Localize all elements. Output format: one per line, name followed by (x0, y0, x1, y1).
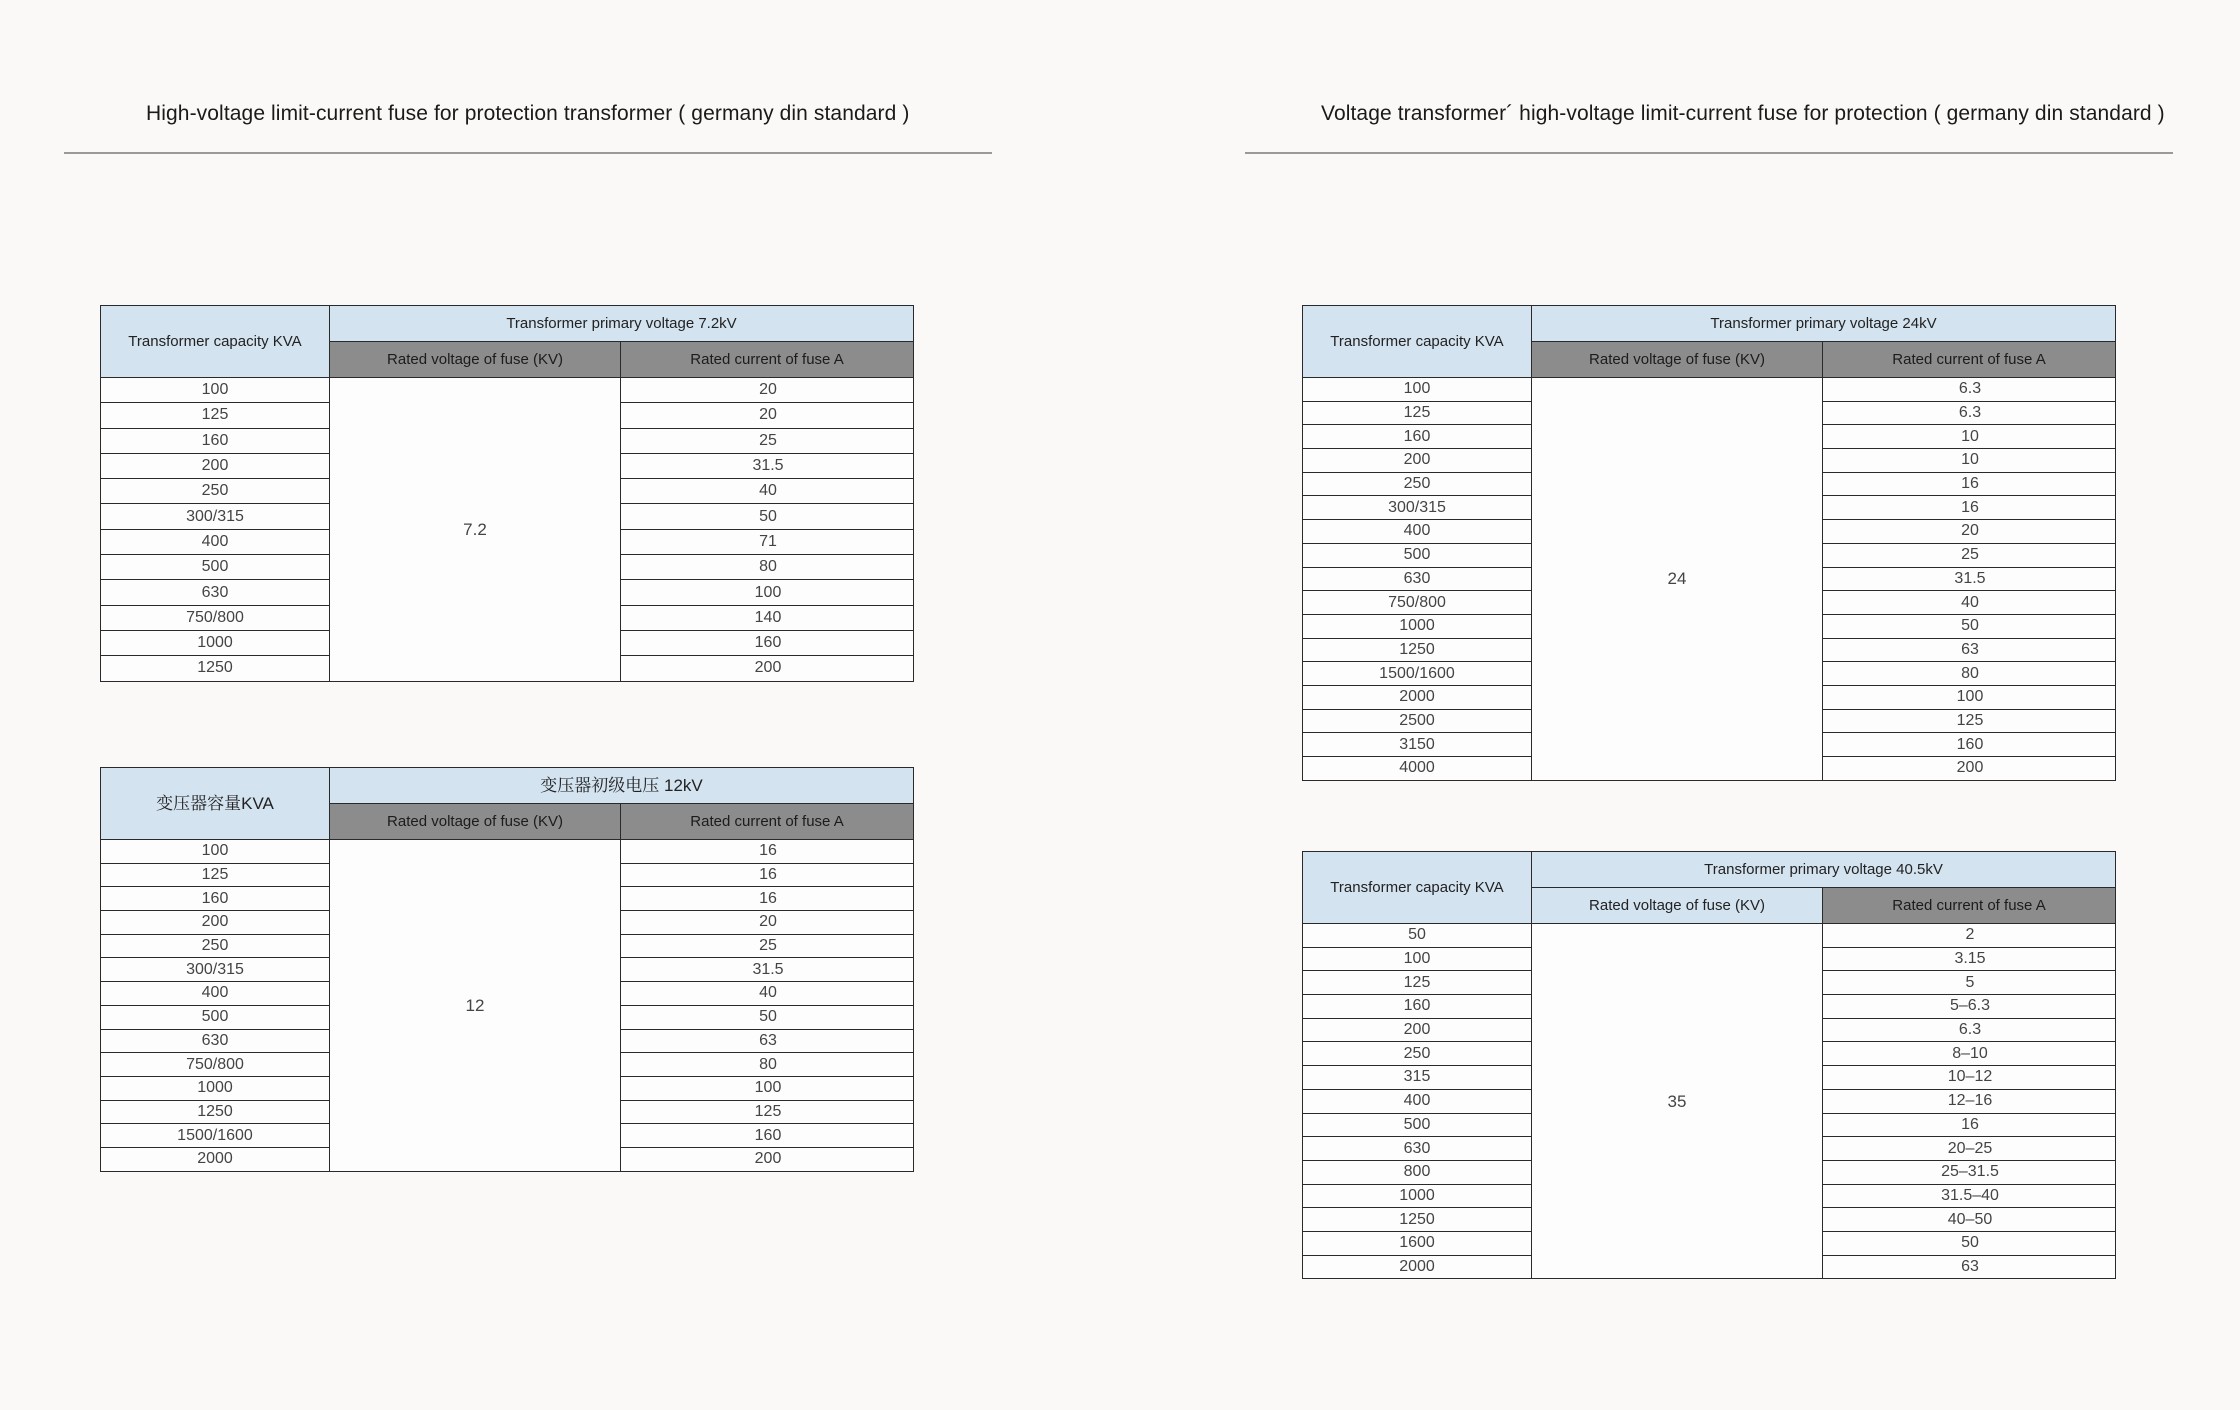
fuse-current-cell: 200 (621, 656, 914, 681)
primary-voltage-header: Transformer primary voltage 24kV (1532, 306, 2116, 342)
fuse-voltage-header: Rated voltage of fuse (KV) (330, 342, 621, 378)
capacity-cell: 250 (101, 934, 330, 958)
capacity-header: Transformer capacity KVA (101, 306, 330, 378)
fuse-current-cell: 25 (621, 934, 914, 958)
fuse-current-header: Rated current of fuse A (621, 342, 914, 378)
fuse-current-cell: 2 (1823, 924, 2116, 948)
left-title-rule (64, 152, 992, 154)
fuse-current-cell: 200 (1823, 757, 2116, 781)
table-row (101, 378, 914, 403)
header-row (1303, 852, 2116, 888)
fuse-current-cell: 16 (621, 840, 914, 864)
fuse-voltage-cell: 7.2 (330, 378, 621, 682)
fuse-current-cell: 16 (1823, 472, 2116, 496)
capacity-cell: 630 (101, 580, 330, 605)
header-row (101, 768, 914, 804)
fuse-current-cell: 71 (621, 529, 914, 554)
capacity-cell: 125 (1303, 401, 1532, 425)
capacity-cell: 1000 (1303, 1184, 1532, 1208)
capacity-cell: 400 (101, 982, 330, 1006)
fuse-current-cell: 100 (621, 1076, 914, 1100)
capacity-cell: 500 (101, 555, 330, 580)
fuse-current-cell: 50 (1823, 614, 2116, 638)
capacity-cell: 630 (101, 1029, 330, 1053)
capacity-cell: 1500/1600 (1303, 662, 1532, 686)
fuse-current-cell: 20 (1823, 520, 2116, 544)
fuse-current-cell: 160 (1823, 733, 2116, 757)
fuse-current-cell: 40 (621, 982, 914, 1006)
capacity-cell: 500 (1303, 1113, 1532, 1137)
fuse-current-cell: 40 (621, 479, 914, 504)
fuse-voltage-header: Rated voltage of fuse (KV) (1532, 888, 1823, 924)
capacity-cell: 160 (1303, 995, 1532, 1019)
capacity-cell: 100 (101, 840, 330, 864)
fuse-current-cell: 6.3 (1823, 378, 2116, 402)
capacity-cell: 1000 (101, 630, 330, 655)
fuse-voltage-cell: 35 (1532, 924, 1823, 1279)
header-row (101, 306, 914, 342)
fuse-voltage-header: Rated voltage of fuse (KV) (1532, 342, 1823, 378)
fuse-current-cell: 5 (1823, 971, 2116, 995)
fuse-current-cell: 80 (621, 555, 914, 580)
fuse-current-cell: 5–6.3 (1823, 995, 2116, 1019)
capacity-cell: 250 (101, 479, 330, 504)
capacity-cell: 750/800 (101, 1053, 330, 1077)
capacity-cell: 630 (1303, 567, 1532, 591)
fuse-current-header: Rated current of fuse A (621, 804, 914, 840)
fuse-current-header: Rated current of fuse A (1823, 888, 2116, 924)
right-page-title: Voltage transformer´ high-voltage limit-current fuse for protection ( germany din standard ) (1321, 102, 2165, 125)
header-row (1303, 306, 2116, 342)
primary-voltage-header: Transformer primary voltage 40.5kV (1532, 852, 2116, 888)
capacity-cell: 400 (1303, 520, 1532, 544)
fuse-current-header: Rated current of fuse A (1823, 342, 2116, 378)
fuse-voltage-cell: 24 (1532, 378, 1823, 781)
fuse-current-cell: 3.15 (1823, 947, 2116, 971)
capacity-cell: 300/315 (1303, 496, 1532, 520)
fuse-current-cell: 20 (621, 378, 914, 403)
capacity-cell: 100 (101, 378, 330, 403)
capacity-cell: 2500 (1303, 709, 1532, 733)
fuse-current-cell: 31.5 (621, 453, 914, 478)
fuse-current-cell: 80 (1823, 662, 2116, 686)
fuse-current-cell: 50 (621, 504, 914, 529)
capacity-cell: 125 (101, 863, 330, 887)
capacity-cell: 2000 (101, 1147, 330, 1171)
capacity-cell: 160 (1303, 425, 1532, 449)
capacity-cell: 630 (1303, 1137, 1532, 1161)
capacity-cell: 1000 (101, 1076, 330, 1100)
fuse-current-cell: 6.3 (1823, 1018, 2116, 1042)
fuse-table-7.2kv (100, 305, 914, 682)
fuse-current-cell: 100 (621, 580, 914, 605)
fuse-current-cell: 16 (1823, 1113, 2116, 1137)
fuse-current-cell: 6.3 (1823, 401, 2116, 425)
fuse-current-cell: 10 (1823, 425, 2116, 449)
fuse-table-40.5kv (1302, 851, 2116, 1279)
capacity-cell: 200 (101, 911, 330, 935)
capacity-cell: 3150 (1303, 733, 1532, 757)
fuse-current-cell: 160 (621, 630, 914, 655)
capacity-cell: 160 (101, 428, 330, 453)
fuse-current-cell: 50 (621, 1005, 914, 1029)
fuse-current-cell: 140 (621, 605, 914, 630)
fuse-current-cell: 125 (1823, 709, 2116, 733)
capacity-cell: 315 (1303, 1066, 1532, 1090)
capacity-cell: 1250 (101, 656, 330, 681)
table-row (101, 840, 914, 864)
fuse-current-cell: 40 (1823, 591, 2116, 615)
capacity-cell: 400 (1303, 1089, 1532, 1113)
fuse-current-cell: 100 (1823, 685, 2116, 709)
capacity-cell: 100 (1303, 947, 1532, 971)
primary-voltage-header: 变压器初级电压 12kV (330, 768, 914, 804)
fuse-current-cell: 25–31.5 (1823, 1160, 2116, 1184)
fuse-current-cell: 16 (621, 863, 914, 887)
fuse-current-cell: 50 (1823, 1231, 2116, 1255)
fuse-voltage-header: Rated voltage of fuse (KV) (330, 804, 621, 840)
capacity-header: Transformer capacity KVA (1303, 852, 1532, 924)
left-page-title: High-voltage limit-current fuse for protection transformer ( germany din standard ) (146, 102, 910, 125)
fuse-current-cell: 63 (621, 1029, 914, 1053)
capacity-cell: 1600 (1303, 1231, 1532, 1255)
fuse-current-cell: 25 (1823, 543, 2116, 567)
fuse-current-cell: 20 (621, 403, 914, 428)
fuse-current-cell: 25 (621, 428, 914, 453)
capacity-cell: 50 (1303, 924, 1532, 948)
capacity-header: Transformer capacity KVA (1303, 306, 1532, 378)
capacity-cell: 1250 (101, 1100, 330, 1124)
fuse-current-cell: 12–16 (1823, 1089, 2116, 1113)
capacity-cell: 250 (1303, 472, 1532, 496)
fuse-current-cell: 16 (1823, 496, 2116, 520)
fuse-current-cell: 40–50 (1823, 1208, 2116, 1232)
fuse-current-cell: 20 (621, 911, 914, 935)
fuse-current-cell: 10–12 (1823, 1066, 2116, 1090)
fuse-current-cell: 10 (1823, 449, 2116, 473)
table-row (1303, 378, 2116, 402)
capacity-cell: 160 (101, 887, 330, 911)
capacity-cell: 200 (1303, 1018, 1532, 1042)
capacity-cell: 250 (1303, 1042, 1532, 1066)
capacity-cell: 500 (1303, 543, 1532, 567)
capacity-cell: 1250 (1303, 638, 1532, 662)
fuse-current-cell: 31.5 (1823, 567, 2116, 591)
capacity-cell: 200 (1303, 449, 1532, 473)
fuse-current-cell: 8–10 (1823, 1042, 2116, 1066)
fuse-voltage-cell: 12 (330, 840, 621, 1172)
fuse-current-cell: 160 (621, 1124, 914, 1148)
primary-voltage-header: Transformer primary voltage 7.2kV (330, 306, 914, 342)
capacity-cell: 2000 (1303, 1255, 1532, 1279)
fuse-current-cell: 31.5 (621, 958, 914, 982)
fuse-current-cell: 16 (621, 887, 914, 911)
capacity-header: 变压器容量KVA (101, 768, 330, 840)
capacity-cell: 1250 (1303, 1208, 1532, 1232)
capacity-cell: 2000 (1303, 685, 1532, 709)
capacity-cell: 500 (101, 1005, 330, 1029)
capacity-cell: 125 (101, 403, 330, 428)
fuse-current-cell: 200 (621, 1147, 914, 1171)
capacity-cell: 800 (1303, 1160, 1532, 1184)
capacity-cell: 100 (1303, 378, 1532, 402)
capacity-cell: 300/315 (101, 958, 330, 982)
fuse-current-cell: 125 (621, 1100, 914, 1124)
capacity-cell: 1000 (1303, 614, 1532, 638)
fuse-table-24kv (1302, 305, 2116, 781)
capacity-cell: 125 (1303, 971, 1532, 995)
fuse-current-cell: 80 (621, 1053, 914, 1077)
capacity-cell: 300/315 (101, 504, 330, 529)
fuse-current-cell: 31.5–40 (1823, 1184, 2116, 1208)
fuse-current-cell: 63 (1823, 1255, 2116, 1279)
table-row (1303, 924, 2116, 948)
capacity-cell: 750/800 (101, 605, 330, 630)
right-title-rule (1245, 152, 2173, 154)
capacity-cell: 200 (101, 453, 330, 478)
fuse-table-12kv (100, 767, 914, 1172)
fuse-current-cell: 63 (1823, 638, 2116, 662)
capacity-cell: 400 (101, 529, 330, 554)
fuse-current-cell: 20–25 (1823, 1137, 2116, 1161)
capacity-cell: 750/800 (1303, 591, 1532, 615)
capacity-cell: 1500/1600 (101, 1124, 330, 1148)
capacity-cell: 4000 (1303, 757, 1532, 781)
